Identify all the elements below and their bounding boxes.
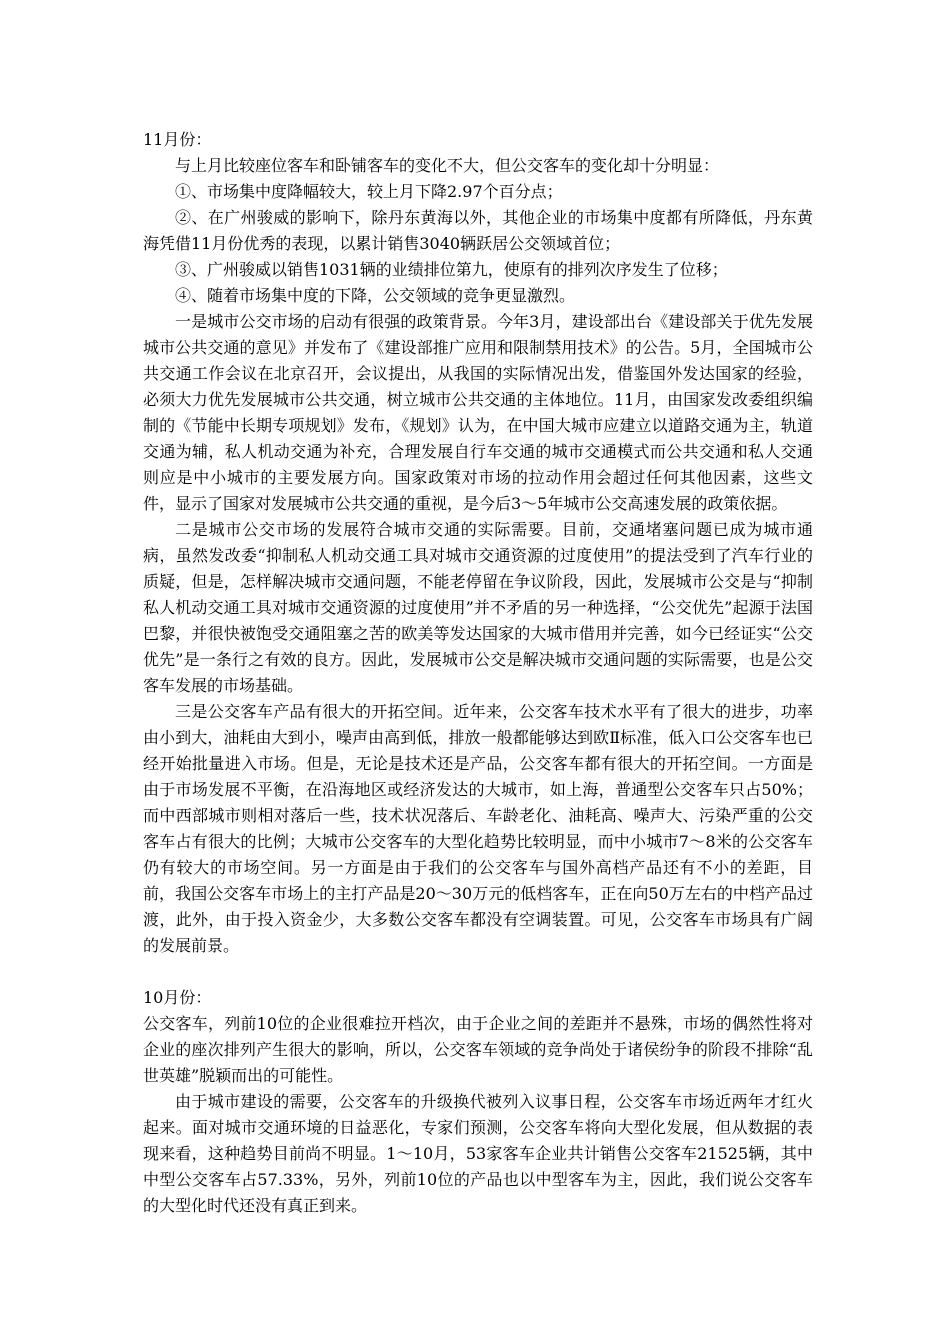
section-spacer [143,959,813,985]
paragraph-product-space: 三是公交客车产品有很大的开拓空间。近年来，公交客车技术水平有了很大的进步，功率由小到大，油耗由大到小，噪声由高到低，排放一般都能够达到欧Ⅱ标准，低入口公交客车也已经开始批量进入市场。但是，无论是技术还是产品，公交客车都有很大的开拓空间。一方面是由于市场发展不平衡，在沿海地区或经济发达的大城市，如上海，普通型公交客车只占50%；而中西部城市则相对落后一些，技术状况落后、车龄老化、油耗高、噪声大、污染严重的公交客车占有很大的比例；大城市公交客车的大型化趋势比较明显，而中小城市7～8米的公交客车仍有较大的市场空间。另一方面是由于我们的公交客车与国外高档产品还有不小的差距，目前，我国公交客车市场上的主打产品是20～30万元的低档客车，正在向50万左右的中档产品过渡，此外，由于投入资金少，大多数公交客车都没有空调装置。可见，公交客车市场具有广阔的发展前景。 [143,702,813,955]
paragraph-large-bus-trend: 由于城市建设的需要，公交客车的升级换代被列入议事日程，公交客车市场近两年才红火起来。面对城市交通环境的日益恶化，专家们预测，公交客车将向大型化发展，但从数据的表现来看，这种趋势目前尚不明显。1～10月，53家客车企业共计销售公交客车21525辆，其中中型公交客车占57.33%，另外，列前10位的产品也以中型客车为主，因此，我们说公交客车的大型化时代还没有真正到来。 [143,1092,813,1215]
paragraph-point-3: ③、广州骏威以销售1031辆的业绩排位第九，使原有的排列次序发生了位移； [175,260,728,279]
paragraph-point-4: ④、随着市场集中度的下降，公交领域的竞争更显激烈。 [175,286,576,305]
paragraph-policy-background: 一是城市公交市场的启动有很强的政策背景。今年3月，建设部出台《建设部关于优先发展城市公共交通的意见》并发布了《建设部推广应用和限制禁用技术》的公告。5月，全国城市公共交通工作会议在北京召开，会议提出，从我国的实际情况出发，借鉴国外发达国家的经验，必须大力优先发展城市公共交通，树立城市公共交通的主体地位。11月，由国家发改委组织编制的《节能中长期专项规划》发布，《规划》认为，在中国大城市应建立以道路交通为主，轨道交通为辅，私人机动交通为补充，合理发展自行车交通的城市交通模式而公共交通和私人交通则应是中小城市的主要发展方向。国家政策对市场的拉动作用会超过任何其他因素，这些文件，显示了国家对发展城市公共交通的重视，是今后3～5年城市公交高速发展的政策依据。 [143,312,813,513]
section-heading-october: 10月份： [143,988,212,1007]
section-heading-november: 11月份： [143,130,212,149]
paragraph-intro: 与上月比较座位客车和卧铺客车的变化不大，但公交客车的变化却十分明显： [175,156,720,175]
paragraph-point-1: ①、市场集中度降幅较大，较上月下降2.97个百分点； [175,182,563,201]
paragraph-point-2: ②、在广州骏威的影响下，除丹东黄海以外，其他企业的市场集中度都有所降低，丹东黄海凭借11月份优秀的表现，以累计销售3040辆跃居公交领域首位； [143,208,813,253]
paragraph-traffic-needs: 二是城市公交市场的发展符合城市交通的实际需要。目前，交通堵塞问题已成为城市通病，虽然发改委“抑制私人机动交通工具对城市交通资源的过度使用”的提法受到了汽车行业的质疑，但是，怎样解决城市交通问题，不能老停留在争议阶段，因此，发展城市公交是与“抑制私人机动交通工具对城市交通资源的过度使用”并不矛盾的另一种选择，“公交优先”起源于法国巴黎，并很快被饱受交通阻塞之苦的欧美等发达国家的大城市借用并完善，如今已经证实“公交优先”是一条行之有效的良方。因此，发展城市公交是解决城市交通问题的实际需要，也是公交客车发展的市场基础。 [143,520,813,695]
paragraph-competition: 公交客车，列前10位的企业很难拉开档次，由于企业之间的差距并不悬殊，市场的偶然性将对企业的座次排列产生很大的影响，所以，公交客车领域的竞争尚处于诸侯纷争的阶段不排除“乱世英雄”脱颖而出的可能性。 [143,1014,813,1085]
document-page [143,127,813,1219]
